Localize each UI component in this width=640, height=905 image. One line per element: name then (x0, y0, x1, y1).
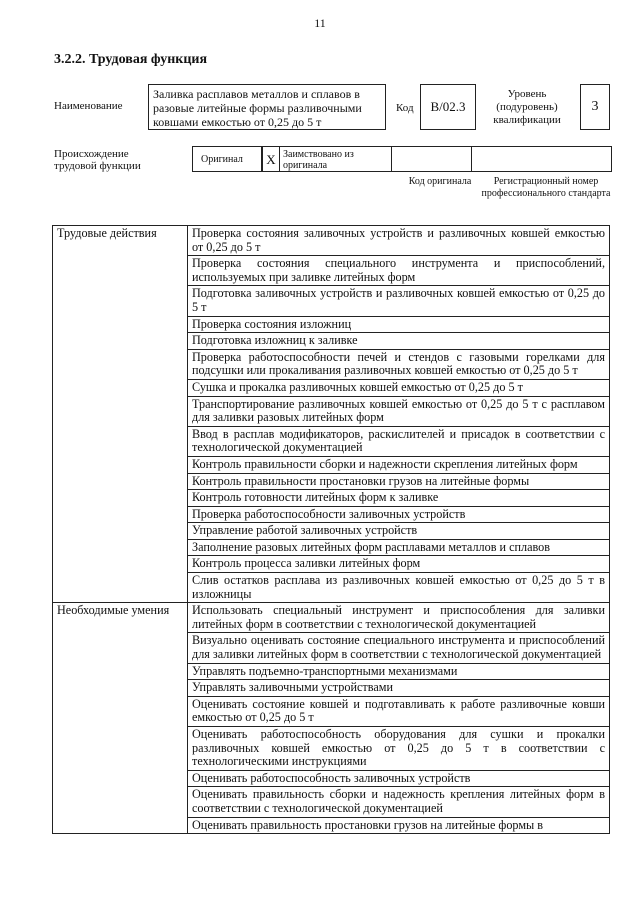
origin-row (192, 146, 612, 172)
borrowed-cell: Заимствовано из оригинала (280, 146, 392, 172)
name-label: Наименование (54, 100, 123, 112)
list-item: Оценивать работоспособность оборудования для сушки и прокалки разливочных ковшей емкостью от 0,25 до 5 т в соответствии с технологическими инструкциями (188, 727, 610, 771)
list-item: Проверка работоспособности заливочных устройств (188, 506, 610, 523)
list-item: Подготовка заливочных устройств и разливочных ковшей емкостью от 0,25 до 5 т (188, 286, 610, 316)
original-code-cell (392, 146, 472, 172)
function-code-box: B/02.3 (420, 84, 476, 130)
original-mark-cell: X (262, 146, 280, 172)
list-item: Подготовка изложниц к заливке (188, 333, 610, 350)
list-item: Проверка состояния заливочных устройств и разливочных ковшей емкостью от 0,25 до 5 т (188, 226, 610, 256)
section-heading: 3.2.2. Трудовая функция (54, 52, 208, 67)
section-title: Необходимые умения (53, 603, 188, 834)
registration-number-cell (472, 146, 612, 172)
table-row (53, 226, 610, 256)
list-item: Транспортирование разливочных ковшей емкостью от 0,25 до 5 т с расплавом для заливки разовых литейных форм (188, 396, 610, 426)
registration-number-caption: Регистрационный номер профессионального стандарта (481, 176, 611, 199)
list-item: Использовать специальный инструмент и приспособления для заливки литейных форм в соответствии с технологической документацией (188, 603, 610, 633)
list-item: Контроль правильности сборки и надежности скрепления литейных форм (188, 456, 610, 473)
code-label: Код (396, 102, 414, 114)
list-item: Управлять подъемно-транспортными механизмами (188, 663, 610, 680)
list-item: Проверка работоспособности печей и стендов с газовыми горелками для подсушки или прокаливания разливочных ковшей емкостью от 0,25 до 5 т (188, 349, 610, 379)
list-item: Заполнение разовых литейных форм расплавами металлов и сплавов (188, 539, 610, 556)
section-title: Трудовые действия (53, 226, 188, 603)
list-item: Оценивать работоспособность заливочных устройств (188, 770, 610, 787)
page-number: 11 (314, 16, 326, 30)
list-item: Сушка и прокалка разливочных ковшей емкостью от 0,25 до 5 т (188, 379, 610, 396)
list-item: Визуально оценивать состояние специального инструмента и приспособлений для заливки литейных форм в соответствии с технологической документацией (188, 633, 610, 663)
list-item: Оценивать правильность простановки грузов на литейные формы в (188, 817, 610, 834)
origin-label: Происхождение трудовой функции (54, 148, 141, 172)
list-item: Оценивать правильность сборки и надежность крепления литейных форм в соответствии с технологической документацией (188, 787, 610, 817)
list-item: Проверка состояния изложниц (188, 316, 610, 333)
original-code-caption: Код оригинала (408, 176, 472, 187)
list-item: Управлять заливочными устройствами (188, 680, 610, 697)
function-details-table (52, 225, 610, 834)
list-item: Управление работой заливочных устройств (188, 523, 610, 540)
list-item: Контроль процесса заливки литейных форм (188, 556, 610, 573)
list-item: Контроль готовности литейных форм к заливке (188, 490, 610, 507)
function-name-box: Заливка расплавов металлов и сплавов в разовые литейные формы разливочными ковшами емкостью от 0,25 до 5 т (148, 84, 386, 130)
list-item: Слив остатков расплава из разливочных ковшей емкостью от 0,25 до 5 т в изложницы (188, 573, 610, 603)
qualification-level-box: 3 (580, 84, 610, 130)
list-item: Оценивать состояние ковшей и подготавливать к работе разливочные ковши емкостью от 0,25 до 5 т (188, 696, 610, 726)
list-item: Контроль правильности простановки грузов на литейные формы (188, 473, 610, 490)
original-cell: Оригинал (192, 146, 262, 172)
list-item: Ввод в расплав модификаторов, раскислителей и присадок в соответствии с технологической документацией (188, 426, 610, 456)
table-row (53, 603, 610, 633)
list-item: Проверка состояния специального инструмента и приспособлений, используемых при заливке литейных форм (188, 256, 610, 286)
qualification-level-label: Уровень (подуровень) квалификации (493, 88, 561, 126)
